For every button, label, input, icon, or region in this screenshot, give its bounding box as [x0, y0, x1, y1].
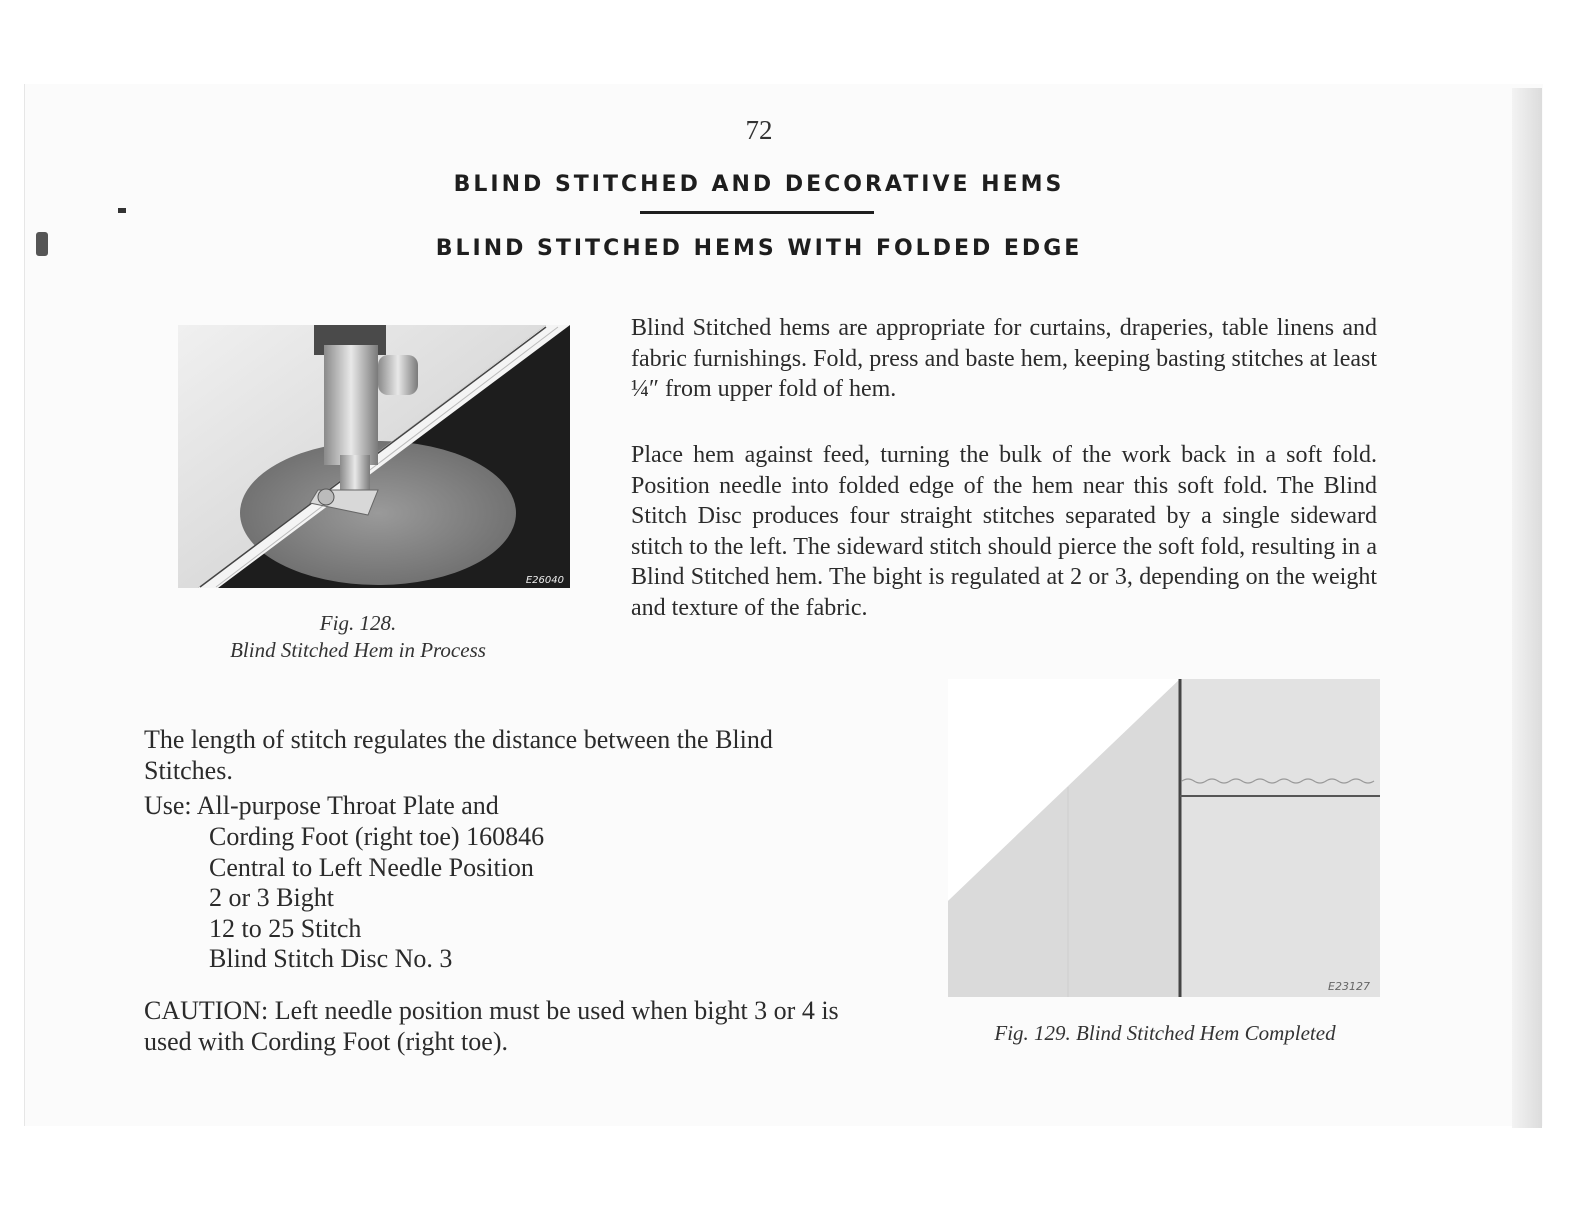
- caution-note: CAUTION: Left needle position must be used when bight 3 or 4 is used with Cording Foot (right toe).: [144, 996, 839, 1056]
- scan-speck: [118, 208, 126, 213]
- use-item: 12 to 25 Stitch: [209, 913, 362, 943]
- sewing-foot-illustration: [178, 325, 570, 588]
- use-label: Use: All-purpose Throat Plate and: [144, 791, 499, 820]
- figure-128-number: Fig. 128.: [319, 611, 397, 635]
- completed-hem-illustration: [948, 679, 1380, 997]
- paragraph-instructions: Place hem against feed, turning the bulk of the work back in a soft fold. Position needle into folded edge of the hem near this soft fold. The Blind Stitch Disc produces four straight stitches separated by a single sideward stitch to the left. The sideward stitch should pierce the soft fold, resulting in a Blind Stitched hem. The bight is regulated at 2 or 3, depending on the weight and texture of the fabric.: [631, 442, 1377, 621]
- subsection-heading: BLIND STITCHED HEMS WITH FOLDED EDGE: [435, 236, 1083, 261]
- figure-128-photo: [178, 325, 570, 588]
- figure-128-title: Blind Stitched Hem in Process: [230, 638, 486, 662]
- use-list: [209, 822, 544, 975]
- figure-129-caption: Fig. 129. Blind Stitched Hem Completed: [994, 1021, 1336, 1045]
- paragraph-intro: Blind Stitched hems are appropriate for curtains, draperies, table linens and fabric furnishings. Fold, press and baste hem, keeping basting stitches at least ¼″ from upper fold of hem.: [631, 315, 1377, 402]
- figure-128-caption: [168, 610, 548, 664]
- figure-128-code: E26040: [525, 575, 564, 586]
- heading-divider: [640, 211, 874, 214]
- figure-129-code: E23127: [1328, 980, 1370, 993]
- use-item: 2 or 3 Bight: [209, 883, 334, 912]
- use-item: Cording Foot (right toe) 160846: [209, 822, 545, 851]
- figure-129-photo: [948, 679, 1380, 997]
- stitch-length-note: The length of stitch regulates the distance between the Blind Stitches.: [144, 725, 773, 785]
- use-item: Blind Stitch Disc No. 3: [209, 944, 453, 973]
- page-number: 72: [745, 115, 773, 145]
- use-item: Central to Left Needle Position: [209, 852, 534, 882]
- section-heading: BLIND STITCHED AND DECORATIVE HEMS: [453, 172, 1065, 197]
